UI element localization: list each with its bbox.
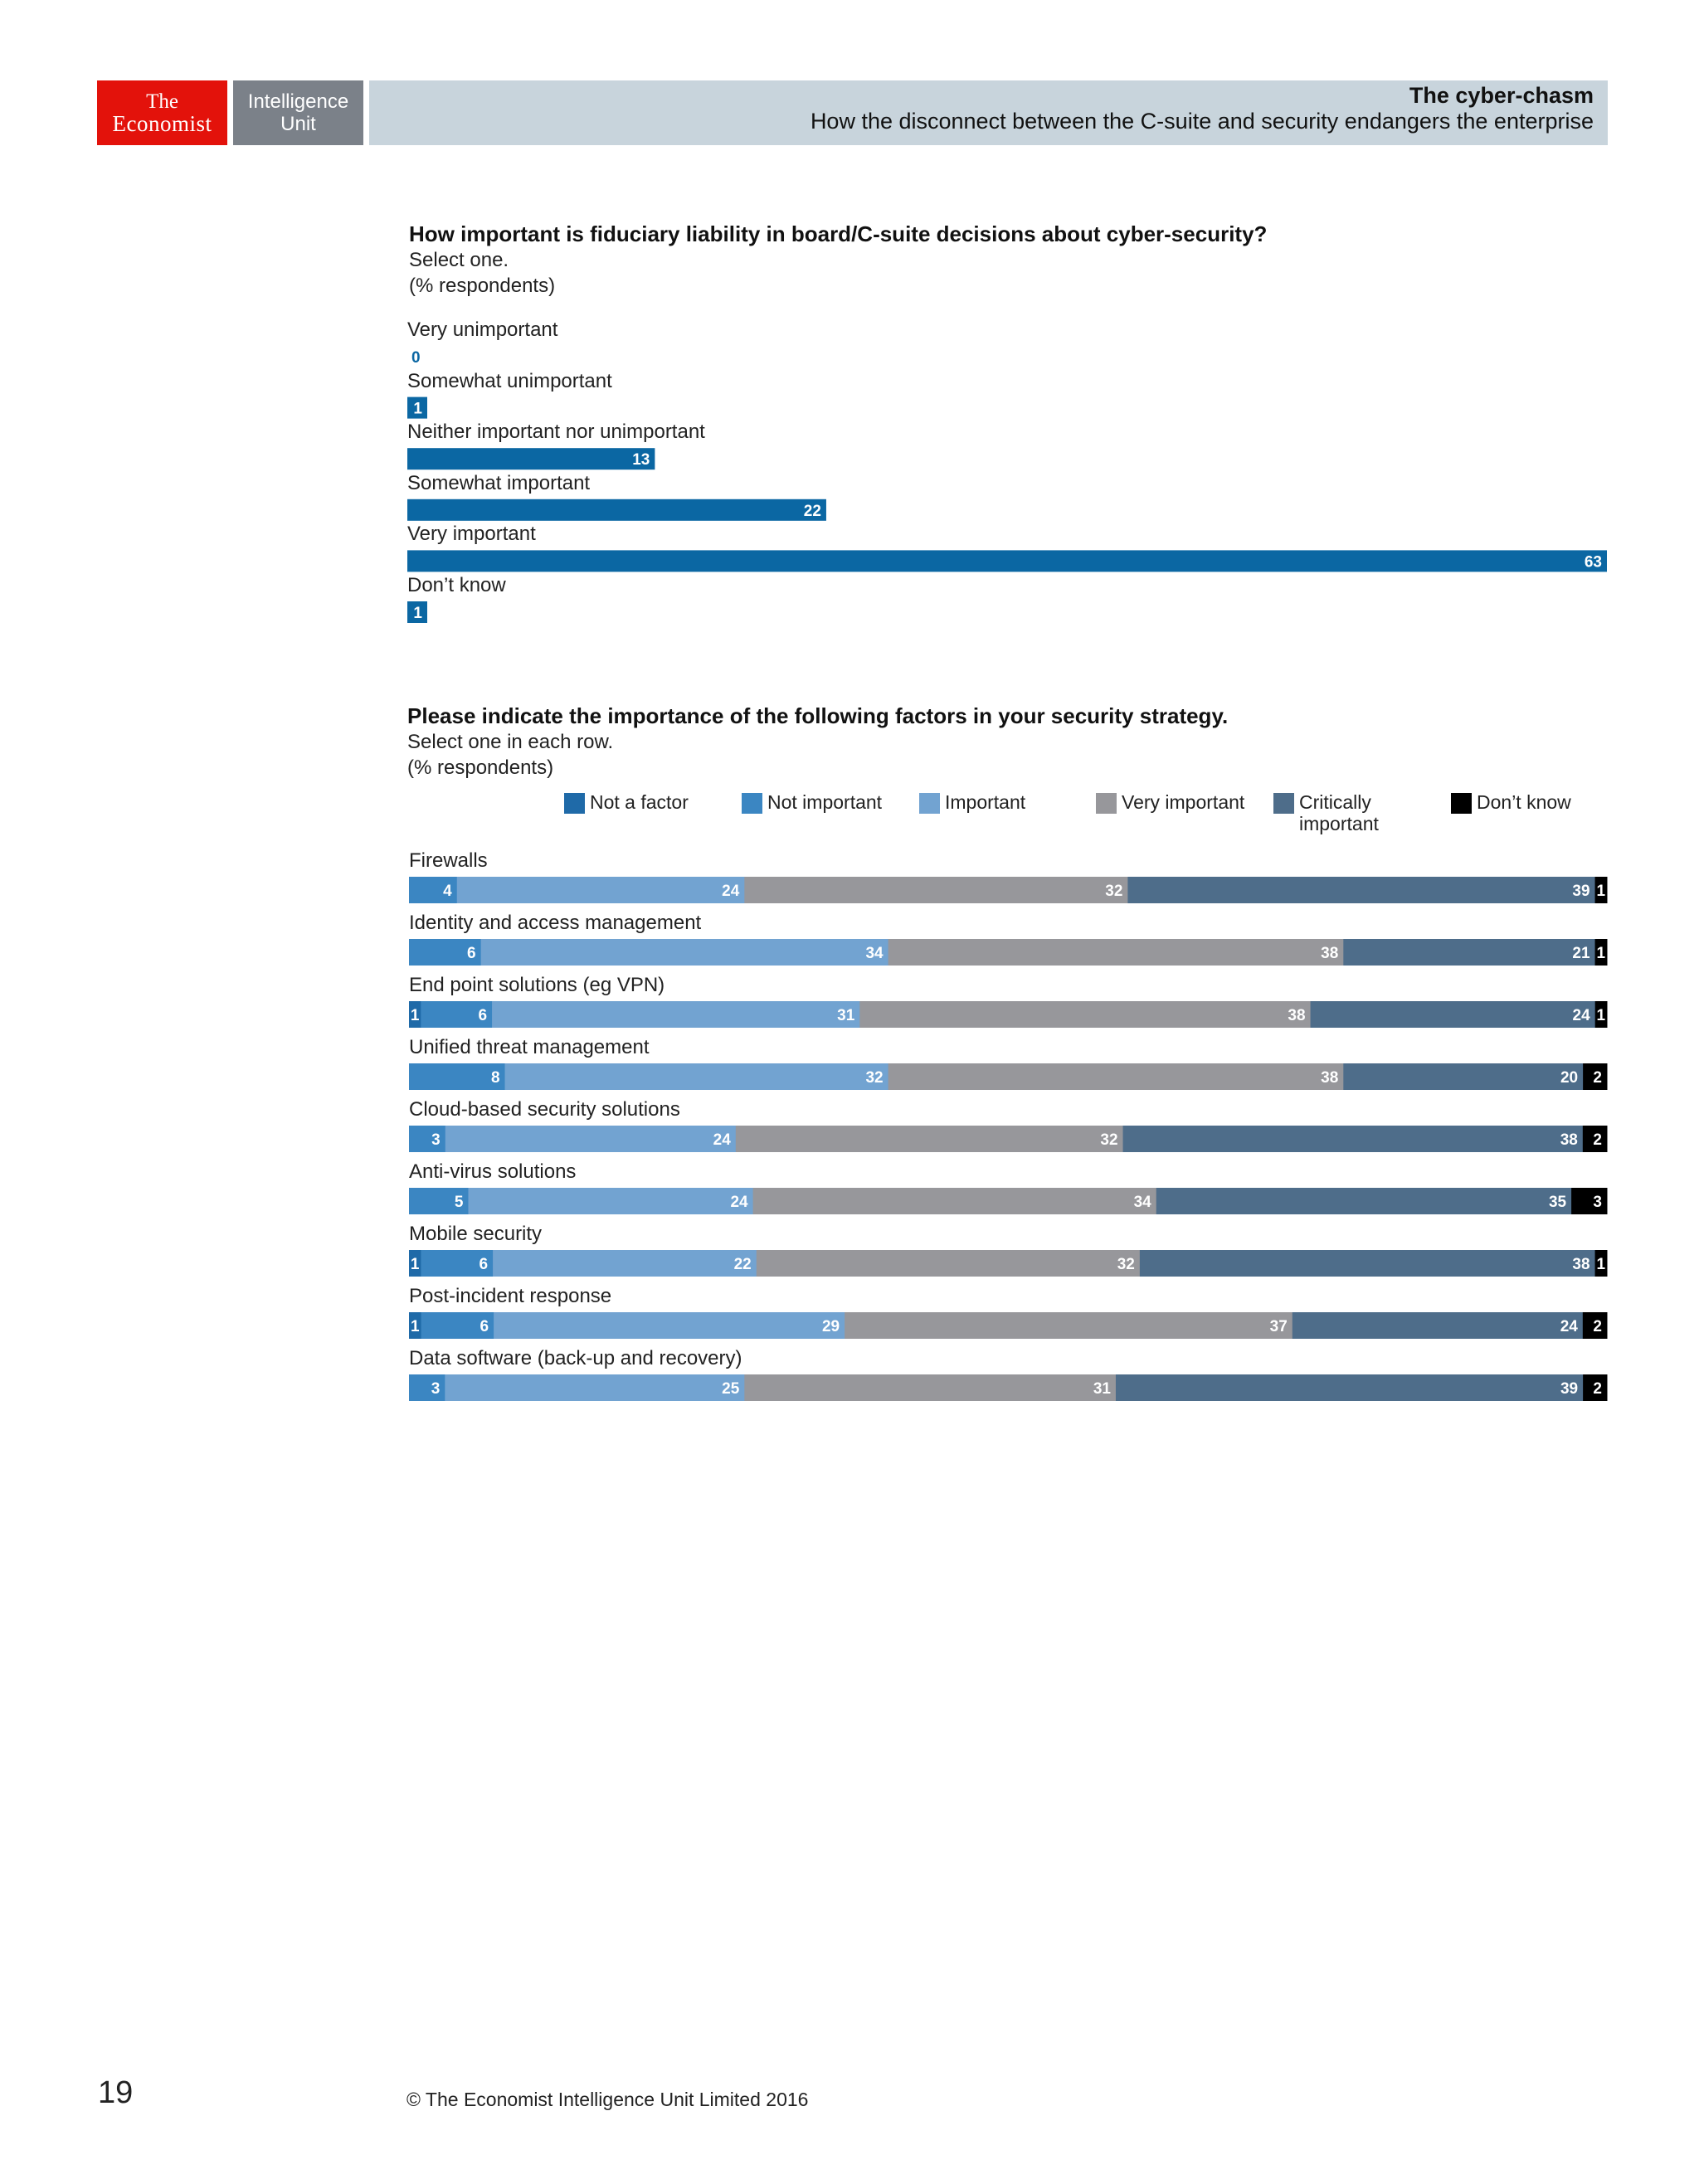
chart1-title: How important is fiduciary liability in board/C-suite decisions about cyber-security? — [409, 221, 1268, 246]
chart1-category-very-unimportant: Very unimportant — [407, 319, 558, 341]
chart2-value-mobile-security-critically-important: 38 — [1572, 1256, 1590, 1273]
chart1-subtitle: Select one. — [409, 249, 509, 271]
legend-label-critically-important: Critically important — [1299, 791, 1379, 834]
chart2-value-identity-and-access-management-don-t-know: 1 — [1596, 945, 1606, 962]
chart1-category-neither-important-nor-unimportant: Neither important nor unimportant — [407, 421, 705, 444]
chart2-value-end-point-solutions-eg-vpn-critically-important: 24 — [1572, 1007, 1590, 1024]
chart1-category-very-important: Very important — [407, 523, 536, 546]
chart2-bar-identity-and-access-management-important — [481, 939, 888, 966]
chart2-title: Please indicate the importance of the following factors in your security strategy. — [407, 703, 1229, 728]
chart2-bar-end-point-solutions-eg-vpn-very-important — [859, 1001, 1311, 1028]
chart2-value-anti-virus-solutions-not-important: 5 — [454, 1194, 464, 1211]
chart2-bar-mobile-security-critically-important — [1140, 1250, 1595, 1277]
chart2-bar-firewalls-critically-important — [1127, 877, 1595, 903]
chart2-value-unified-threat-management-critically-important: 20 — [1560, 1069, 1579, 1087]
chart2-category-mobile-security: Mobile security — [409, 1223, 543, 1245]
chart2-value-mobile-security-very-important: 32 — [1117, 1256, 1135, 1273]
chart2-value-data-software-back-up-and-recovery-don-t-know: 2 — [1593, 1380, 1602, 1398]
chart2-value-anti-virus-solutions-important: 24 — [730, 1194, 748, 1211]
chart2-category-firewalls: Firewalls — [409, 849, 488, 872]
chart2-bar-data-software-back-up-and-recovery-very-important — [744, 1374, 1116, 1401]
chart2-value-cloud-based-security-solutions-important: 24 — [713, 1131, 731, 1149]
chart2-value-firewalls-don-t-know: 1 — [1596, 883, 1606, 900]
page-number: 19 — [98, 2075, 134, 2110]
chart2-value-cloud-based-security-solutions-not-important: 3 — [431, 1131, 441, 1149]
chart2-bar-firewalls-very-important — [744, 877, 1128, 903]
chart2-category-data-software-back-up-and-recovery: Data software (back-up and recovery) — [409, 1347, 742, 1369]
chart2-value-identity-and-access-management-critically-important: 21 — [1572, 945, 1590, 962]
chart2-bar-mobile-security-important — [493, 1250, 757, 1277]
legend-label-not-a-factor: Not a factor — [590, 791, 689, 813]
chart2-bar-unified-threat-management-very-important — [888, 1063, 1344, 1090]
chart1-value-neither-important-nor-unimportant: 13 — [632, 451, 650, 469]
chart2-bar-data-software-back-up-and-recovery-critically-important — [1116, 1374, 1584, 1401]
chart2-value-end-point-solutions-eg-vpn-don-t-know: 1 — [1596, 1007, 1606, 1024]
chart2-value-identity-and-access-management-very-important: 38 — [1321, 945, 1339, 962]
chart1-value-somewhat-unimportant: 1 — [413, 400, 422, 418]
chart2-bar-identity-and-access-management-critically-important — [1343, 939, 1595, 966]
chart2-bar-end-point-solutions-eg-vpn-important — [492, 1001, 860, 1028]
legend-label-very-important: Very important — [1122, 791, 1245, 813]
chart2-value-unified-threat-management-important: 32 — [865, 1069, 884, 1087]
chart2-value-cloud-based-security-solutions-critically-important: 38 — [1560, 1131, 1578, 1149]
chart2-bar-identity-and-access-management-very-important — [888, 939, 1344, 966]
chart2-subtitle: Select one in each row. — [407, 731, 614, 753]
chart2-category-anti-virus-solutions: Anti-virus solutions — [409, 1160, 577, 1183]
chart2-bar-post-incident-response-important — [494, 1312, 845, 1339]
chart2-bar-end-point-solutions-eg-vpn-critically-important — [1311, 1001, 1596, 1028]
chart2-category-unified-threat-management: Unified threat management — [409, 1036, 650, 1058]
chart2-value-post-incident-response-don-t-know: 2 — [1593, 1318, 1602, 1335]
chart2-category-cloud-based-security-solutions: Cloud-based security solutions — [409, 1098, 680, 1121]
chart2-bar-cloud-based-security-solutions-important — [445, 1126, 737, 1152]
chart2-value-unified-threat-management-not-important: 8 — [490, 1069, 500, 1087]
chart2-value-data-software-back-up-and-recovery-important: 25 — [722, 1380, 740, 1398]
chart2-value-unified-threat-management-very-important: 38 — [1321, 1069, 1339, 1087]
chart2-value-mobile-security-not-a-factor: 1 — [410, 1256, 420, 1273]
chart2-value-cloud-based-security-solutions-very-important: 32 — [1100, 1131, 1118, 1149]
chart2-bar-anti-virus-solutions-important — [468, 1188, 753, 1214]
chart2-value-post-incident-response-very-important: 37 — [1269, 1318, 1288, 1335]
chart1-value-very-important: 63 — [1584, 553, 1602, 572]
report-title: The cyber-chasm — [1409, 83, 1594, 108]
chart2-value-post-incident-response-important: 29 — [821, 1318, 840, 1335]
chart2-value-firewalls-critically-important: 39 — [1572, 883, 1590, 900]
chart2-value-anti-virus-solutions-critically-important: 35 — [1548, 1194, 1567, 1211]
chart2-bar-post-incident-response-very-important — [845, 1312, 1293, 1339]
chart2-bar-cloud-based-security-solutions-critically-important — [1123, 1126, 1584, 1152]
chart1-value-somewhat-important: 22 — [803, 502, 821, 520]
chart2-value-cloud-based-security-solutions-don-t-know: 2 — [1593, 1131, 1602, 1149]
chart2-value-mobile-security-not-important: 6 — [479, 1256, 489, 1273]
chart2-bar-data-software-back-up-and-recovery-important — [445, 1374, 745, 1401]
chart2-bar-unified-threat-management-important — [505, 1063, 889, 1090]
chart2-value-end-point-solutions-eg-vpn-not-a-factor: 1 — [410, 1007, 420, 1024]
chart2-bar-anti-virus-solutions-very-important — [753, 1188, 1157, 1214]
chart2-value-unified-threat-management-don-t-know: 2 — [1593, 1069, 1602, 1087]
unit-line-2: Unit — [280, 113, 316, 135]
legend-label-not-important: Not important — [767, 791, 883, 813]
chart2-value-anti-virus-solutions-very-important: 34 — [1133, 1194, 1151, 1211]
chart2-value-end-point-solutions-eg-vpn-not-important: 6 — [478, 1007, 488, 1024]
chart2-bar-mobile-security-very-important — [757, 1250, 1141, 1277]
chart1-category-somewhat-important: Somewhat important — [407, 471, 591, 494]
chart2-bar-firewalls-important — [457, 877, 745, 903]
chart2-bar-post-incident-response-critically-important — [1293, 1312, 1584, 1339]
chart2-bar-anti-virus-solutions-critically-important — [1156, 1188, 1572, 1214]
logo-line-2: Economist — [112, 111, 212, 136]
chart2-value-firewalls-important: 24 — [722, 883, 740, 900]
chart1-value-don-t-know: 1 — [413, 605, 422, 622]
chart1-unit-note: (% respondents) — [409, 275, 556, 297]
chart2-value-end-point-solutions-eg-vpn-important: 31 — [837, 1007, 855, 1024]
chart2-unit-note: (% respondents) — [407, 756, 554, 779]
legend-label-important: Important — [945, 791, 1026, 813]
chart2-value-mobile-security-don-t-know: 1 — [1596, 1256, 1606, 1273]
unit-line-1: Intelligence — [247, 90, 349, 113]
chart1-value-very-unimportant: 0 — [411, 349, 421, 367]
chart2-value-post-incident-response-not-important: 6 — [480, 1318, 489, 1335]
chart2-category-identity-and-access-management: Identity and access management — [409, 912, 702, 934]
chart2-value-mobile-security-important: 22 — [733, 1256, 752, 1273]
legend-label-don-t-know: Don’t know — [1477, 791, 1571, 813]
chart2-value-post-incident-response-critically-important: 24 — [1560, 1318, 1578, 1335]
chart2-value-data-software-back-up-and-recovery-critically-important: 39 — [1560, 1380, 1579, 1398]
chart2-value-identity-and-access-management-not-important: 6 — [467, 945, 476, 962]
chart2-value-firewalls-not-important: 4 — [443, 883, 452, 900]
chart2-value-end-point-solutions-eg-vpn-very-important: 38 — [1288, 1007, 1306, 1024]
report-subtitle: How the disconnect between the C-suite and security endangers the enterprise — [810, 109, 1594, 134]
chart2-category-post-incident-response: Post-incident response — [409, 1285, 612, 1307]
chart1-category-don-t-know: Don’t know — [407, 574, 506, 596]
chart2-bar-cloud-based-security-solutions-very-important — [736, 1126, 1123, 1152]
chart2-value-identity-and-access-management-important: 34 — [865, 945, 884, 962]
copyright: © The Economist Intelligence Unit Limited 2016 — [406, 2089, 809, 2110]
chart2-value-data-software-back-up-and-recovery-not-important: 3 — [431, 1380, 441, 1398]
chart2-bar-unified-threat-management-critically-important — [1343, 1063, 1583, 1090]
chart2-value-firewalls-very-important: 32 — [1105, 883, 1123, 900]
chart2-value-post-incident-response-not-a-factor: 1 — [411, 1318, 420, 1335]
logo-line-1: The — [146, 90, 178, 113]
chart1-category-somewhat-unimportant: Somewhat unimportant — [407, 369, 612, 392]
chart2-value-data-software-back-up-and-recovery-very-important: 31 — [1093, 1380, 1111, 1398]
chart2-category-end-point-solutions-eg-vpn: End point solutions (eg VPN) — [409, 974, 665, 996]
chart2-value-anti-virus-solutions-don-t-know: 3 — [1593, 1194, 1602, 1211]
